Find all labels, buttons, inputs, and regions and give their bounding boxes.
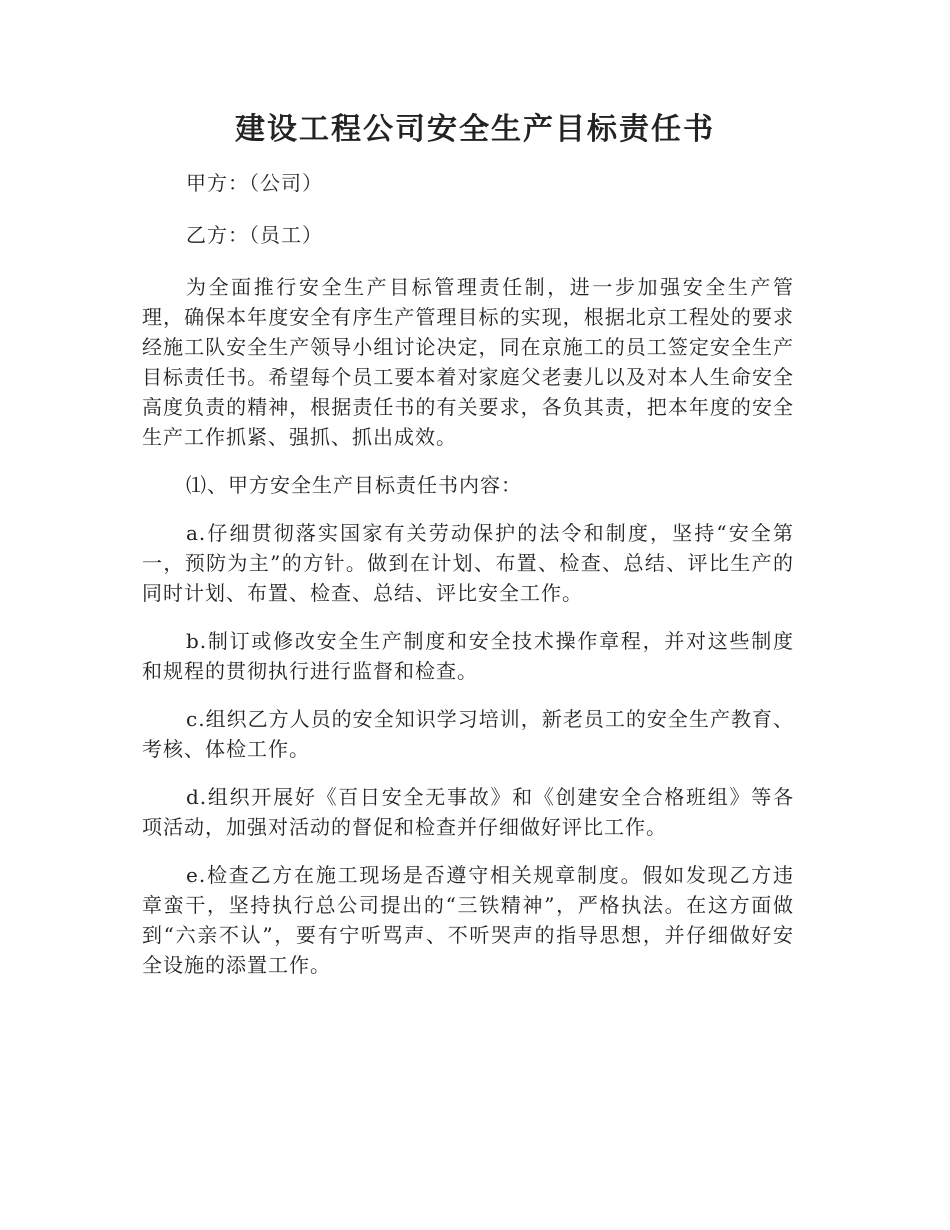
section-heading: ⑴、甲方安全生产目标责任书内容： <box>186 473 522 497</box>
party-a-line: 甲方：（公司） <box>186 171 323 195</box>
item-d-paragraph: d.组织开展好《百日安全无事故》和《创建安全合格班组》等各项活动，加强对活动的督促和检查并仔细做好评比工作。 <box>142 785 794 839</box>
item-b-paragraph: b.制订或修改安全生产制度和安全技术操作章程，并对这些制度和规程的贯彻执行进行监督和检查。 <box>142 629 794 683</box>
item-a-paragraph: a.仔细贯彻落实国家有关劳动保护的法令和制度，坚持“安全第一，预防为主”的方针。做到在计划、布置、检查、总结、评比生产的同时计划、布置、检查、总结、评比安全工作。 <box>142 521 794 605</box>
document-body <box>142 168 794 980</box>
item-c-paragraph: c.组织乙方人员的安全知识学习培训，新老员工的安全生产教育、考核、体检工作。 <box>142 707 794 761</box>
intro-paragraph: 为全面推行安全生产目标管理责任制，进一步加强安全生产管理，确保本年度安全有序生产管理目标的实现，根据北京工程处的要求经施工队安全生产领导小组讨论决定，同在京施工的员工签定安全生产目标责任书。希望每个员工要本着对家庭父老妻儿以及对本人生命安全高度负责的精神，根据责任书的有关要求，各负其责，把本年度的安全生产工作抓紧、强抓、抓出成效。 <box>142 275 794 449</box>
document-title: 建设工程公司安全生产目标责任书 <box>235 112 715 147</box>
party-b-line: 乙方：（员工） <box>186 223 323 247</box>
item-e-paragraph: e.检查乙方在施工现场是否遵守相关规章制度。假如发现乙方违章蛮干，坚持执行总公司提出的“三铁精神”，严格执法。在这方面做到“六亲不认”，要有宁听骂声、不听哭声的指导思想，并仔细做好安全设施的添置工作。 <box>142 863 794 977</box>
